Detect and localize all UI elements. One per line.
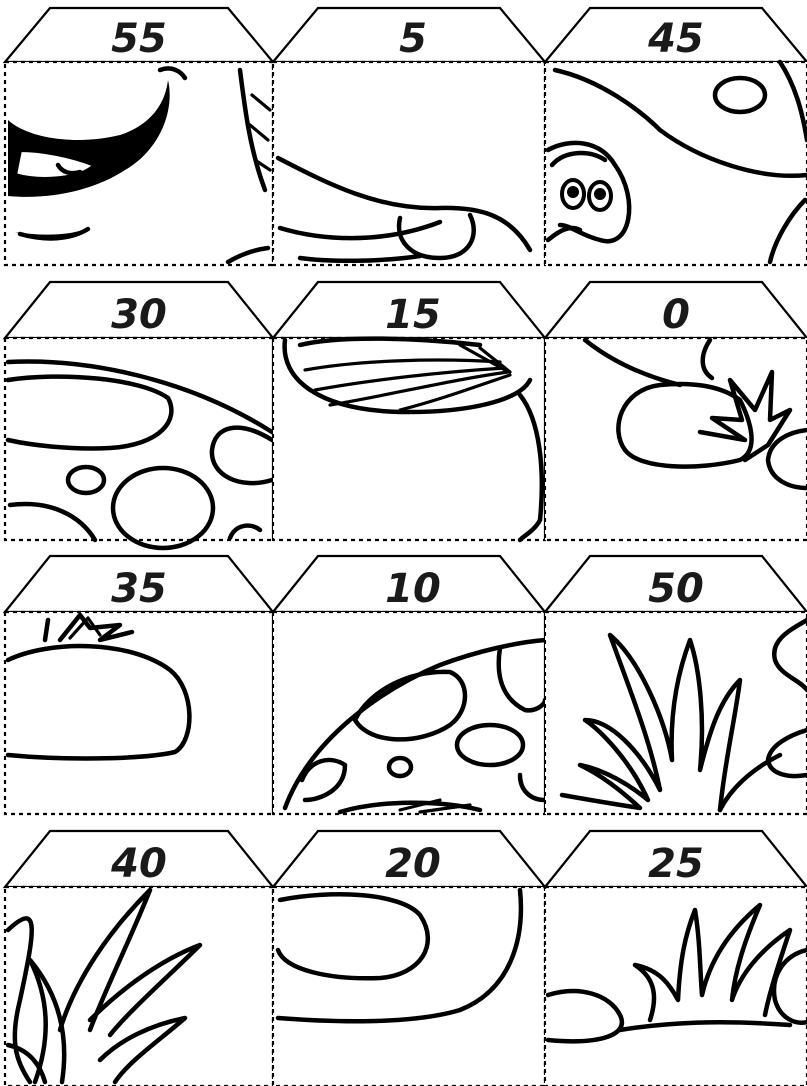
tile-10[interactable] bbox=[273, 556, 545, 814]
tile-number: 10 bbox=[385, 566, 441, 612]
tile-number: 5 bbox=[399, 16, 427, 62]
panel-30 bbox=[5, 338, 273, 540]
tile-5[interactable] bbox=[273, 8, 545, 265]
tile-number: 20 bbox=[385, 841, 441, 887]
tile-35[interactable] bbox=[5, 556, 273, 814]
tile-15[interactable] bbox=[273, 282, 545, 540]
tile-45[interactable] bbox=[545, 8, 807, 265]
tile-40[interactable] bbox=[5, 831, 273, 1086]
panel-20 bbox=[273, 887, 545, 1086]
panel-25 bbox=[545, 887, 807, 1086]
tile-20[interactable] bbox=[273, 831, 545, 1086]
tile-25[interactable] bbox=[545, 831, 807, 1086]
tile-number: 15 bbox=[385, 292, 441, 338]
tile-number: 30 bbox=[111, 292, 167, 338]
tile-number: 0 bbox=[662, 292, 690, 338]
tile-number: 35 bbox=[111, 566, 167, 612]
tile-30[interactable] bbox=[5, 282, 273, 548]
tile-0[interactable] bbox=[545, 282, 807, 540]
panel-0 bbox=[545, 338, 807, 540]
tile-50[interactable] bbox=[545, 556, 807, 814]
tile-number: 55 bbox=[111, 16, 167, 62]
panel-10 bbox=[273, 612, 545, 814]
tile-number: 25 bbox=[648, 841, 704, 887]
tile-number: 50 bbox=[648, 566, 704, 612]
panel-35 bbox=[5, 612, 273, 814]
tile-55[interactable] bbox=[5, 8, 273, 265]
tile-number: 45 bbox=[648, 16, 704, 62]
panel-50 bbox=[545, 612, 807, 814]
tile-number: 40 bbox=[111, 841, 167, 887]
